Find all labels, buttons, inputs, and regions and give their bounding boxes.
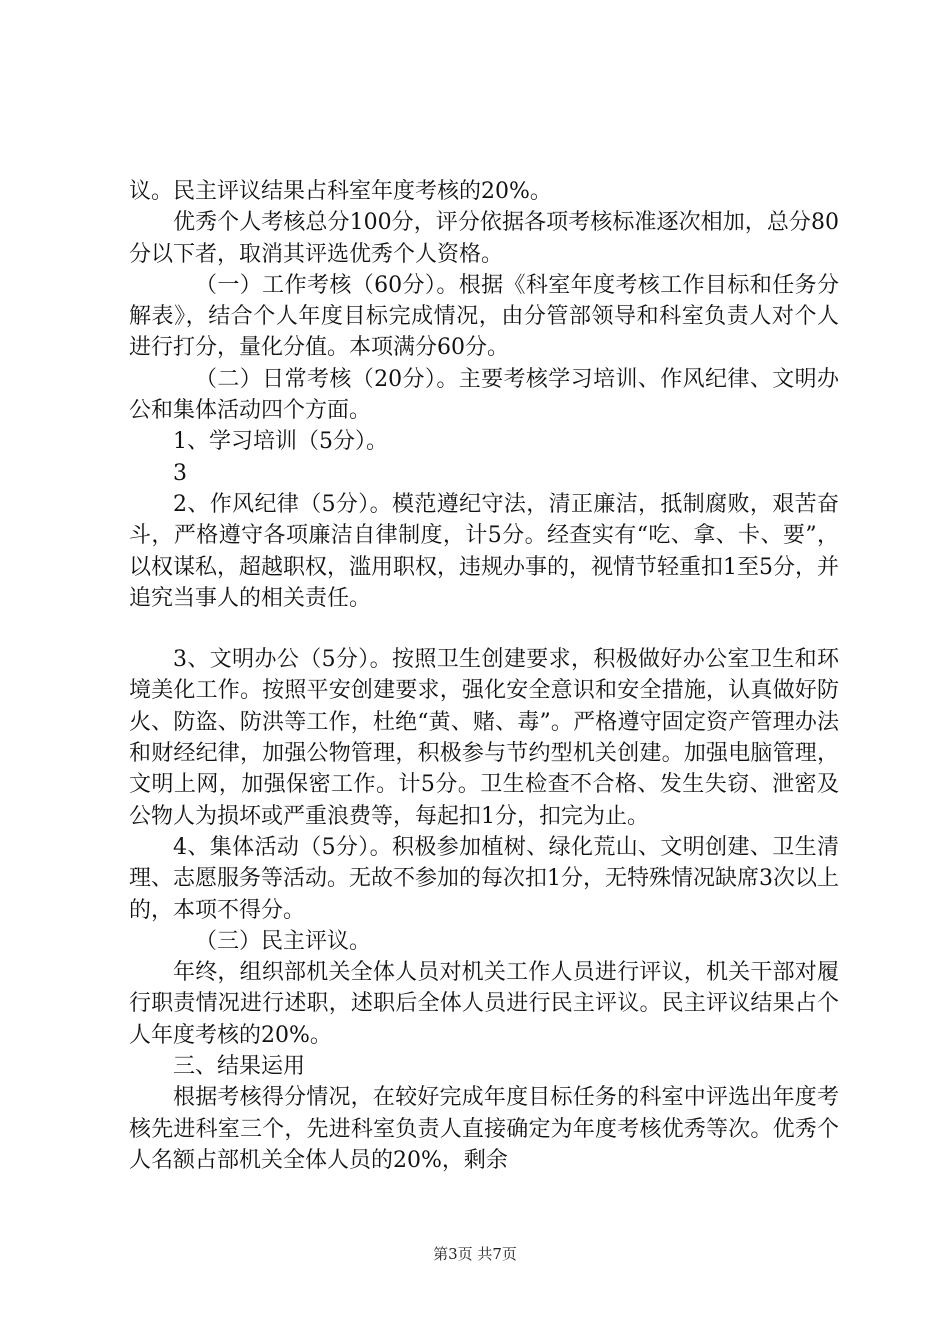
list-item-study-training: 1、学习培训（5分）。 [173, 429, 388, 455]
section-heading-daily-assessment: （二）日常考核（20分）。主要考核学习培训、作风纪律、文明办公和集体活动四个方面。 [129, 366, 839, 424]
section-heading-work-assessment: （一）工作考核（60分）。根据《科室年度考核工作目标和任务分解表》，结合个人年度目标完成情况，由分管部领导和科室负责人对个人进行打分，量化分值。本项满分60分。 [129, 272, 839, 361]
document-body [129, 176, 839, 1176]
list-item-civilized-office: 3、文明办公（5分）。按照卫生创建要求，积极做好办公室卫生和环境美化工作。按照平安创建要求，强化安全意识和安全措施，认真做好防火、防盗、防洪等工作，杜绝“黄、赌、毒”。严格遵守固定资产管理办法和财经纪律，加强公物管理，积极参与节约型机关创建。加强电脑管理，文明上网，加强保密工作。计5分。卫生检查不合格、发生失窃、泄密及公物人为损坏或严重浪费等，每起扣1分，扣完为止。 [129, 647, 839, 829]
page-footer: 第3页 共7页 [433, 1245, 517, 1263]
stray-number: 3 [173, 460, 187, 486]
paragraph: 议。民主评议结果占科室年度考核的20%。 [129, 179, 552, 204]
paragraph: 年终，组织部机关全体人员对机关工作人员进行评议，机关干部对履行职责情况进行述职，述职后全体人员进行民主评议。民主评议结果占个人年度考核的20%。 [129, 960, 839, 1048]
paragraph: 根据考核得分情况，在较好完成年度目标任务的科室中评选出年度考核先进科室三个，先进科室负责人直接确定为年度考核优秀等次。优秀个人名额占部机关全体人员的20%，剩余 [129, 1085, 839, 1173]
section-heading-democratic-review: （三）民主评议。 [195, 928, 372, 954]
list-item-work-discipline: 2、作风纪律（5分）。模范遵纪守法，清正廉洁，抵制腐败，艰苦奋斗，严格遵守各项廉洁自律制度，计5分。经查实有“吃、拿、卡、要”，以权谋私，超越职权，滥用职权，违规办事的，视情节轻重扣1至5分，并追究当事人的相关责任。 [129, 491, 839, 611]
section-heading-results: 三、结果运用 [173, 1054, 306, 1080]
list-item-group-activities: 4、集体活动（5分）。积极参加植树、绿化荒山、文明创建、卫生清理、志愿服务等活动。无故不参加的每次扣1分，无特殊情况缺席3次以上的，本项不得分。 [129, 834, 839, 923]
paragraph: 优秀个人考核总分100分，评分依据各项考核标准逐次相加，总分80分以下者，取消其评选优秀个人资格。 [129, 210, 839, 267]
